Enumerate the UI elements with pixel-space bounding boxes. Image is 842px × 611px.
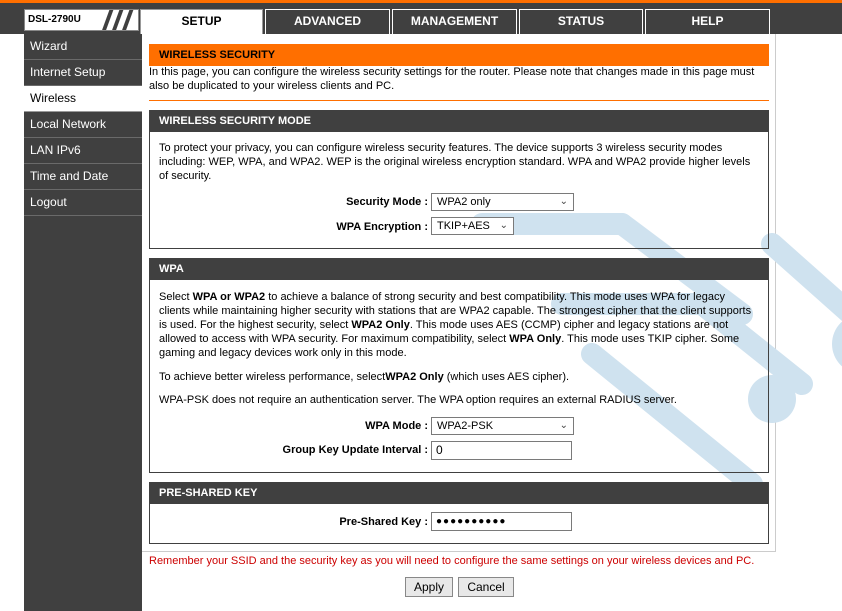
security-mode-description: To protect your privacy, you can configure wireless security features. The device supports 3 wireless security modes including: WEP, WPA, and WPA2. WEP is the original wireless encryption standard. WPA and WPA2 provide higher levels of security. — [159, 142, 751, 182]
wpa-heading: WPA — [149, 258, 769, 280]
security-mode-heading: WIRELESS SECURITY MODE — [149, 110, 769, 132]
tab-management[interactable]: MANAGEMENT — [392, 9, 517, 34]
chevron-down-icon: ⌄ — [499, 220, 508, 231]
accent-strip — [0, 0, 842, 3]
sidebar-item-wizard[interactable]: Wizard — [24, 34, 142, 60]
sidebar-item-wireless[interactable]: Wireless — [24, 86, 142, 112]
psk-label: Pre-Shared Key : — [339, 516, 428, 528]
chevron-down-icon: ⌄ — [559, 196, 568, 207]
wpa-paragraph-3: WPA-PSK does not require an authentication server. The WPA option requires an external RADIUS server. — [159, 394, 677, 406]
wpa-encryption-label: WPA Encryption : — [336, 221, 428, 233]
wpa-encryption-value: TKIP+AES — [437, 220, 490, 232]
sidebar-item-local-network[interactable]: Local Network — [24, 112, 142, 138]
wpa-paragraph-2: To achieve better wireless performance, selectWPA2 Only (which uses AES cipher). — [159, 371, 570, 383]
top-header — [0, 0, 842, 34]
cancel-button[interactable]: Cancel — [458, 577, 514, 597]
apply-button[interactable]: Apply — [405, 577, 453, 597]
sidebar-item-time-and-date[interactable]: Time and Date — [24, 164, 142, 190]
main-content — [142, 34, 778, 611]
model-badge — [24, 9, 139, 31]
security-mode-select[interactable] — [431, 193, 574, 211]
remember-note: Remember your SSID and the security key as you will need to configure the same settings on your wireless devices and PC. — [149, 555, 755, 567]
wpa-encryption-select[interactable] — [431, 217, 514, 235]
tab-status[interactable]: STATUS — [519, 9, 643, 34]
group-key-interval-input[interactable]: 0 — [431, 441, 572, 460]
model-name: DSL-2790U — [28, 14, 81, 25]
wireless-security-heading: WIRELESS SECURITY — [149, 44, 769, 66]
wpa-mode-select[interactable] — [431, 417, 574, 435]
security-mode-value: WPA2 only — [437, 196, 491, 208]
tab-setup[interactable]: SETUP — [140, 9, 263, 34]
sidebar-item-internet-setup[interactable]: Internet Setup — [24, 60, 142, 86]
group-key-interval-label: Group Key Update Interval : — [282, 444, 428, 456]
psk-input[interactable]: ●●●●●●●●●● — [431, 512, 572, 531]
wpa-mode-label: WPA Mode : — [365, 420, 428, 432]
tab-advanced[interactable]: ADVANCED — [265, 9, 390, 34]
sidebar — [24, 34, 142, 611]
sidebar-item-logout[interactable]: Logout — [24, 190, 142, 216]
chevron-down-icon: ⌄ — [559, 420, 568, 431]
psk-heading: PRE-SHARED KEY — [149, 482, 769, 504]
divider — [149, 100, 769, 101]
security-mode-label: Security Mode : — [346, 196, 428, 208]
wireless-security-description: In this page, you can configure the wireless security settings for the router. Please note that changes made in this page must also be duplicated to your wireless clients and PC. — [149, 66, 755, 92]
tab-help[interactable]: HELP — [645, 9, 770, 34]
wpa-paragraph-1: Select WPA or WPA2 to achieve a balance of strong security and best compatibility. This mode uses WPA for legacy clients while maintaining higher security with stations that are WPA2 capable. The strongest cipher that the client supports is used. For the highest security, select WPA2 Only. This mode uses AES (CCMP) cipher and legacy stations are not allowed to access with WPA security. For maximum compatibility, select WPA Only. This mode uses TKIP cipher. Some gaming and legacy devices work only in this mode. — [159, 291, 752, 359]
wpa-mode-value: WPA2-PSK — [437, 420, 494, 432]
sidebar-item-lan-ipv6[interactable]: LAN IPv6 — [24, 138, 142, 164]
